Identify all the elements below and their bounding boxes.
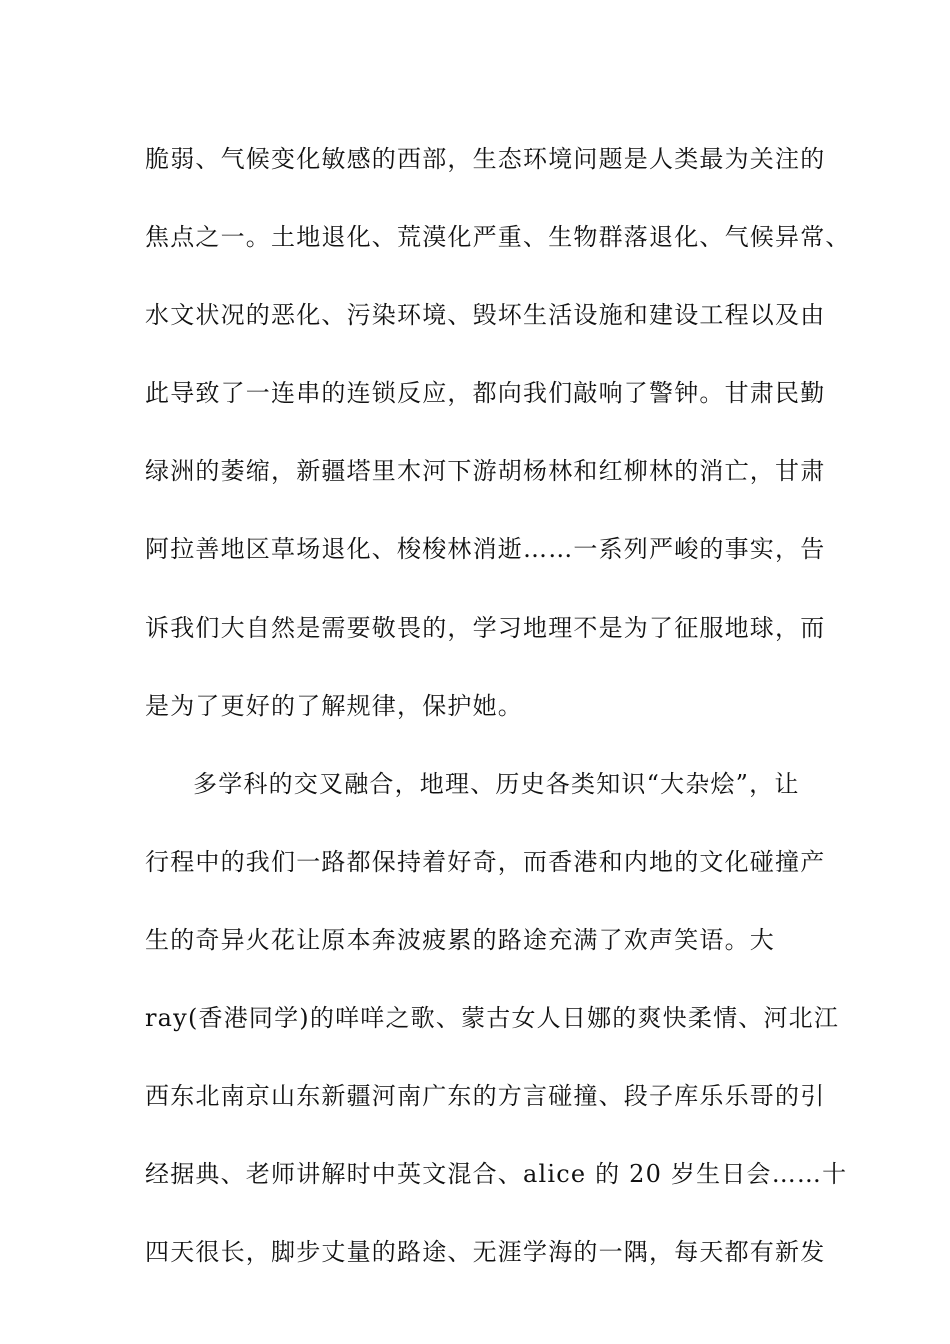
text-line: 绿洲的萎缩，新疆塔里木河下游胡杨林和红柳林的消亡，甘肃 [145,457,826,486]
text-line: 四天很长，脚步丈量的路途、无涯学海的一隅，每天都有新发 [145,1238,826,1267]
text-line: 行程中的我们一路都保持着好奇，而香港和内地的文化碰撞产 [145,847,826,876]
text-line: 经据典、老师讲解时中英文混合、alice 的 20 岁生日会……十 [145,1160,848,1189]
paragraph-start-line: 多学科的交叉融合，地理、历史各类知识“大杂烩”，让 [193,769,800,798]
text-line: 是为了更好的了解规律，保护她。 [145,691,523,720]
text-line: 脆弱、气候变化敏感的西部，生态环境问题是人类最为关注的 [145,145,826,173]
text-line: 诉我们大自然是需要敬畏的，学习地理不是为了征服地球，而 [145,613,826,642]
text-line: 阿拉善地区草场退化、梭梭林消逝……一系列严峻的事实，告 [145,535,826,564]
text-line: 焦点之一。土地退化、荒漠化严重、生物群落退化、气候异常、 [145,223,851,252]
text-line: 此导致了一连串的连锁反应，都向我们敲响了警钟。甘肃民勤 [145,379,826,408]
text-line: 生的奇异火花让原本奔波疲累的路途充满了欢声笑语。大 [145,925,775,954]
text-line: 水文状况的恶化、污染环境、毁坏生活设施和建设工程以及由 [145,301,826,330]
text-line: ray(香港同学)的咩咩之歌、蒙古女人日娜的爽快柔情、河北江 [145,1004,840,1033]
text-line: 西东北南京山东新疆河南广东的方言碰撞、段子库乐乐哥的引 [145,1082,826,1111]
body-text [145,128,851,1299]
